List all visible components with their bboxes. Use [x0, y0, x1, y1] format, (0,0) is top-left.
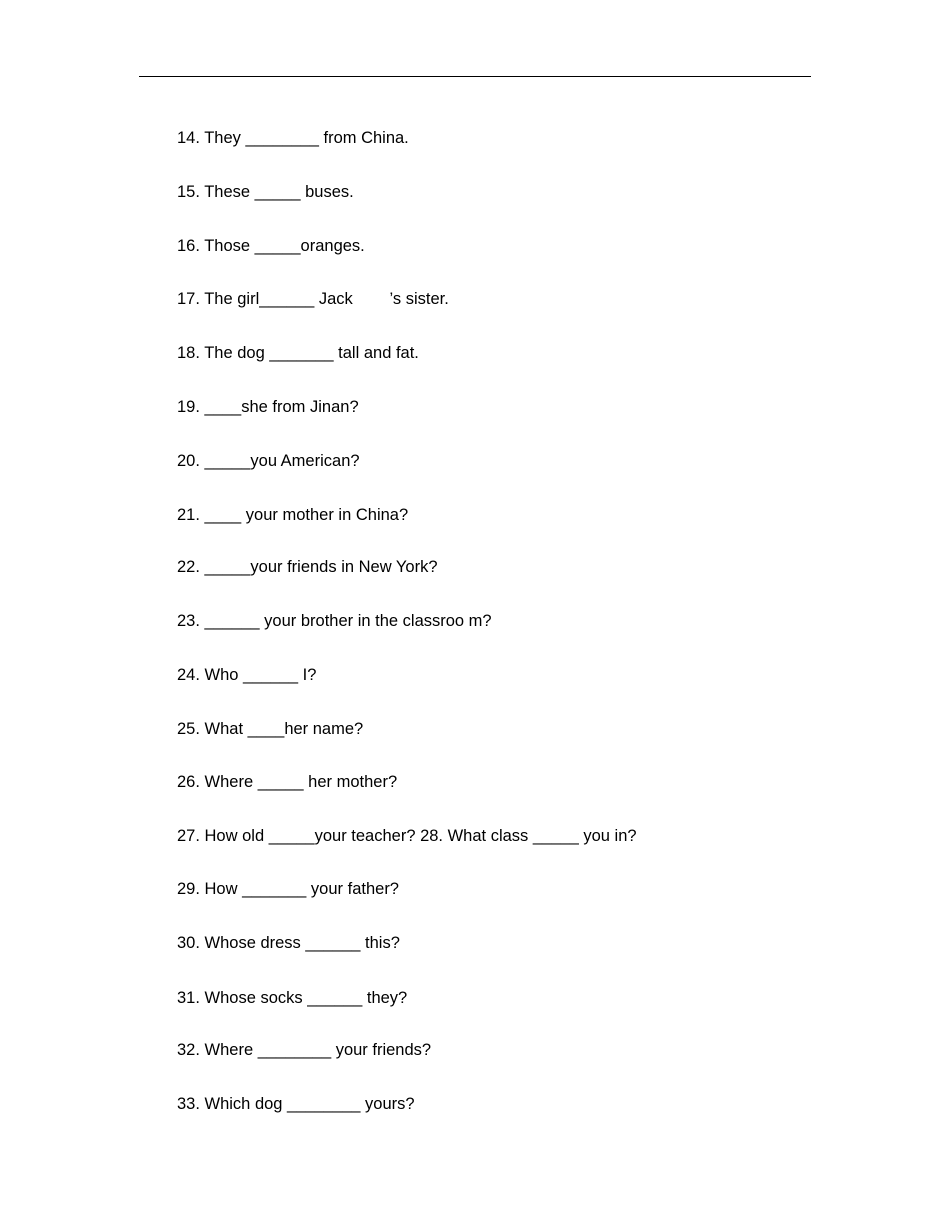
- question-32: 32. Where ________ your friends?: [177, 1041, 432, 1059]
- question-25: 25. What ____her name?: [177, 720, 364, 738]
- question-24: 24. Who ______ I?: [177, 666, 317, 684]
- question-17: 17. The girl______ Jack ’s sister.: [177, 290, 449, 308]
- question-18: 18. The dog _______ tall and fat.: [177, 344, 419, 362]
- header-rule: [139, 76, 811, 77]
- question-20: 20. _____you American?: [177, 452, 360, 470]
- question-19: 19. ____she from Jinan?: [177, 398, 359, 416]
- question-31: 31. Whose socks ______ they?: [177, 989, 408, 1007]
- question-33: 33. Which dog ________ yours?: [177, 1095, 415, 1113]
- question-14: 14. They ________ from China.: [177, 129, 409, 147]
- question-23: 23. ______ your brother in the classroo m?: [177, 612, 492, 630]
- question-21: 21. ____ your mother in China?: [177, 506, 409, 524]
- question-29: 29. How _______ your father?: [177, 880, 399, 898]
- question-30: 30. Whose dress ______ this?: [177, 934, 400, 952]
- question-26: 26. Where _____ her mother?: [177, 773, 398, 791]
- question-27-28: 27. How old _____your teacher? 28. What class _____ you in?: [177, 827, 637, 845]
- question-16: 16. Those _____oranges.: [177, 237, 365, 255]
- question-15: 15. These _____ buses.: [177, 183, 354, 201]
- question-22: 22. _____your friends in New York?: [177, 558, 438, 576]
